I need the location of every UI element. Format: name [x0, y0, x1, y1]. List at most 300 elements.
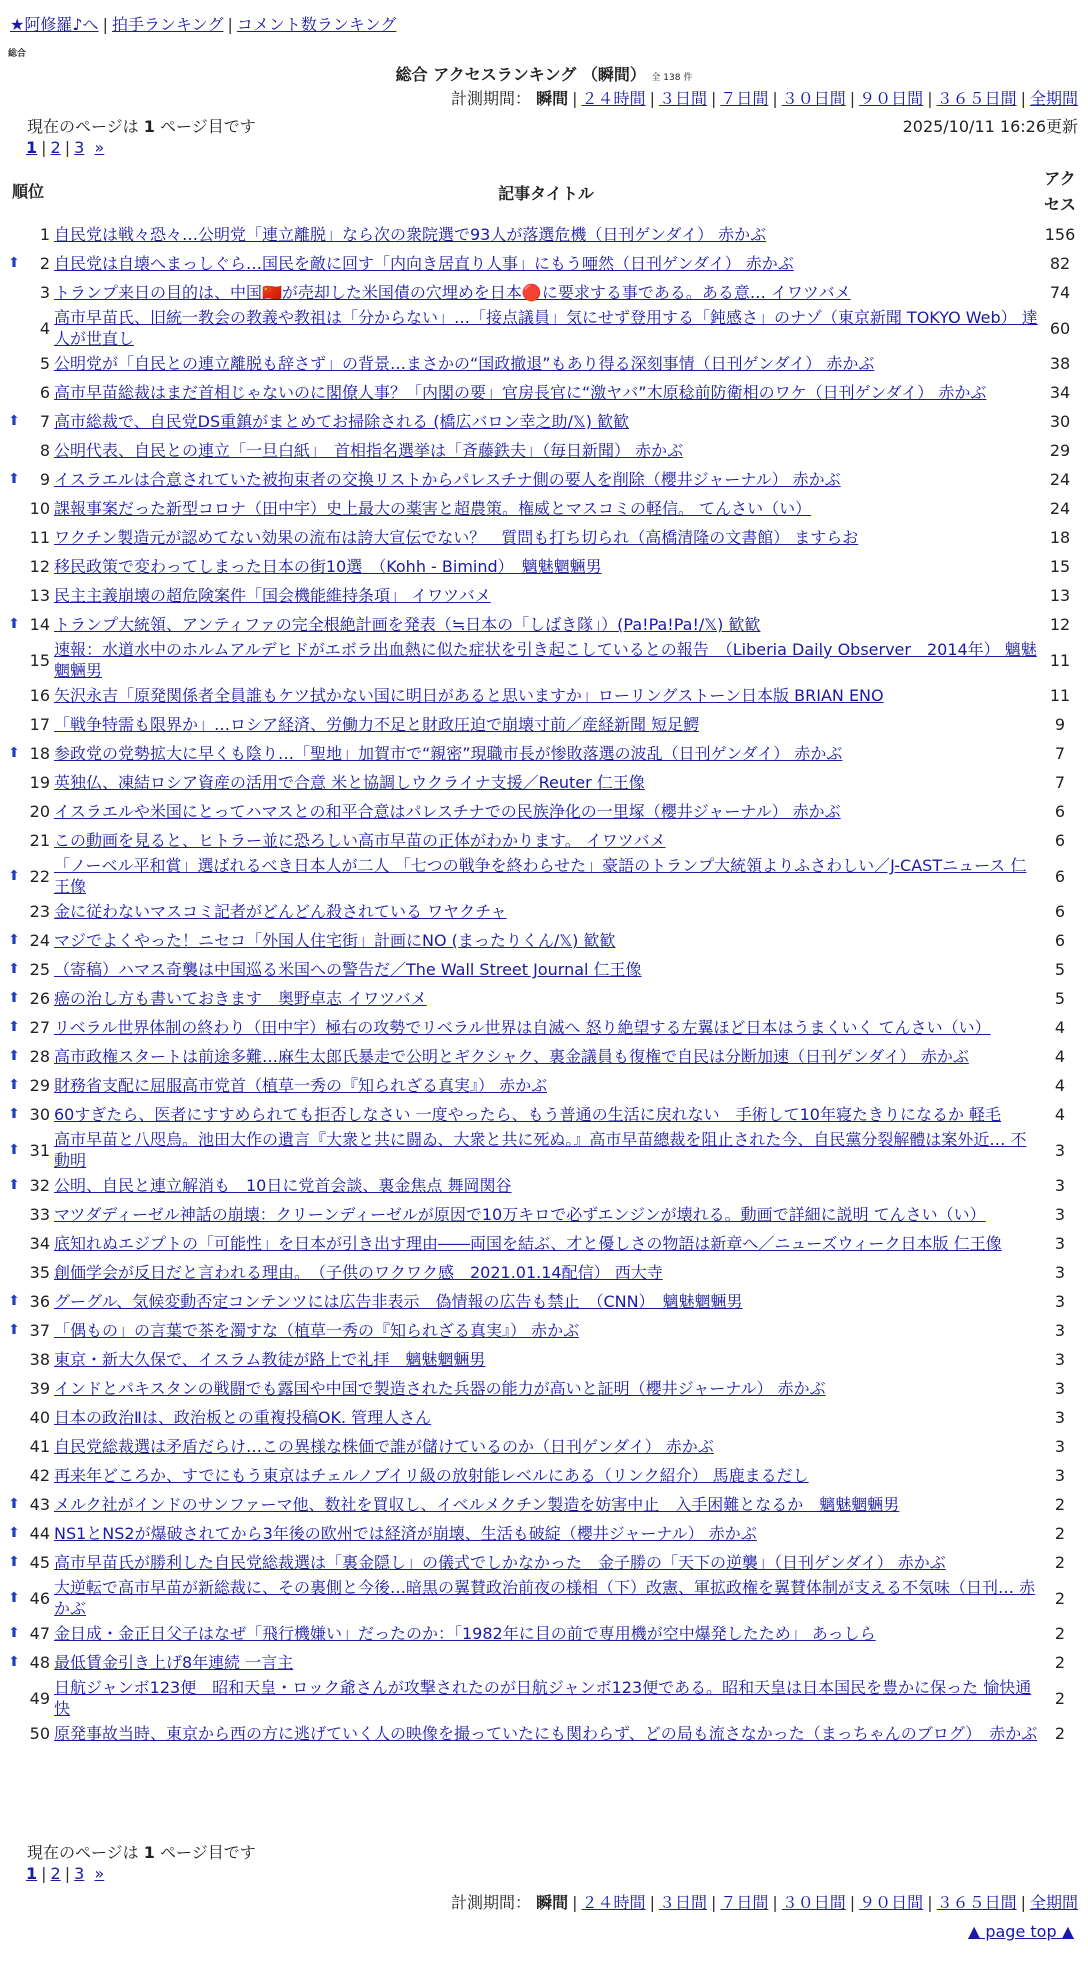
access-count: 4 [1054, 1076, 1066, 1095]
rank-number: 8 [39, 441, 50, 460]
no-change-cell [4, 897, 24, 926]
article-title-link[interactable]: イスラエルは合意されていた被拘束者の交換リストからパレスチナ側の要人を削除（櫻井ジャーナル） 赤かぶ [54, 470, 841, 489]
article-title-link[interactable]: 財務省支配に屈服高市党首（植草一秀の『知られざる真実』） 赤かぶ [54, 1076, 548, 1095]
access-count: 5 [1054, 960, 1066, 979]
ranking-row [4, 378, 1080, 407]
rank-number: 20 [29, 802, 50, 821]
rank-number: 47 [29, 1624, 50, 1643]
no-change-cell [4, 1345, 24, 1374]
ranking-row [4, 407, 1080, 436]
ranking-row [4, 349, 1080, 378]
up-arrow-icon: ⬆ [8, 990, 20, 1006]
ranking-row [4, 1577, 1080, 1619]
article-title-link[interactable]: メルク社がインドのサンファーマ他、数社を買収し、イベルメクチン製造を妨害中止 入手困難となるか 魑魅魍魎男 [54, 1495, 900, 1514]
no-change-cell [4, 581, 24, 610]
period-link-365d[interactable]: ３６５日間 [936, 89, 1017, 108]
ranking-row [4, 220, 1080, 249]
no-change-cell [4, 494, 24, 523]
period-link-24h[interactable]: ２４時間 [581, 89, 646, 108]
access-count: 2 [1054, 1688, 1066, 1708]
rank-number: 48 [29, 1653, 50, 1672]
article-title-link[interactable]: 高市早苗氏が勝利した自民党総裁選は「裏金隠し」の儀式でしかなかった 金子勝の「天下の逆襲」（日刊ゲンダイ） 赤かぶ [54, 1553, 946, 1572]
rank-number: 41 [29, 1437, 50, 1456]
ranking-row [4, 1619, 1080, 1648]
rank-number: 16 [29, 686, 50, 705]
access-count: 2 [1054, 1524, 1066, 1543]
rank-number: 39 [29, 1379, 50, 1398]
access-count: 3 [1054, 1350, 1066, 1369]
rank-number: 37 [29, 1321, 50, 1340]
current-page-prefix: 現在のページは [27, 1843, 139, 1862]
rank-number: 5 [39, 354, 50, 373]
ranking-row [4, 1071, 1080, 1100]
period-link-30d[interactable]: ３０日間 [781, 1893, 846, 1912]
up-arrow-icon: ⬆ [8, 745, 20, 761]
ranking-row [4, 581, 1080, 610]
no-change-cell [4, 681, 24, 710]
rank-number: 32 [29, 1176, 50, 1195]
nav-link-asyura[interactable]: ★阿修羅♪へ [10, 15, 99, 34]
article-title-link[interactable]: 最低賃金引き上げ8年連続 一言主 [54, 1653, 294, 1672]
access-count: 24 [1049, 499, 1071, 518]
ranking-row [4, 610, 1080, 639]
current-page-suffix: ページ目です [160, 117, 256, 136]
article-title-link[interactable]: トランプ来日の目的は、中国🇨🇳が売却した米国債の穴埋めを日本🔴に要求する事である。ある意… イワツバメ [54, 283, 851, 302]
access-count: 2 [1054, 1495, 1066, 1514]
pager-page-3[interactable]: 3 [74, 1864, 85, 1883]
article-title-link[interactable]: リベラル世界体制の終わり（田中宇）極右の攻勢でリベラル世界は自滅へ 怒り絶望する左翼ほど日本はうまくいく てんさい（い） [54, 1018, 991, 1037]
article-title-cell [52, 1042, 1040, 1071]
up-arrow-icon: ⬆ [8, 255, 20, 271]
article-title-cell [52, 1345, 1040, 1374]
ranking-row [4, 926, 1080, 955]
rank-number: 46 [29, 1588, 50, 1608]
nav-separator: | [227, 15, 233, 34]
article-title-cell [52, 1648, 1040, 1677]
period-current: 瞬間 [536, 89, 569, 108]
ranking-row [4, 797, 1080, 826]
access-count: 12 [1049, 615, 1071, 634]
up-arrow-icon: ⬆ [8, 471, 20, 487]
access-count: 3 [1054, 1466, 1066, 1485]
ranking-total: 全 138 件 [651, 73, 693, 83]
up-arrow-icon: ⬆ [8, 1293, 20, 1309]
article-title-cell [52, 897, 1040, 926]
article-title-cell [52, 1258, 1040, 1287]
article-title-cell [52, 1200, 1040, 1229]
article-title-cell [52, 1287, 1040, 1316]
article-title-cell [52, 1719, 1040, 1748]
rank-number: 45 [29, 1553, 50, 1572]
pager-page-1[interactable]: 1 [26, 138, 38, 157]
access-count: 34 [1049, 383, 1071, 402]
no-change-cell [4, 1374, 24, 1403]
period-selector-bottom: 計測期間： 瞬間 | ２４時間 | ３日間 | ７日間 | ３０日間 | ９０日間 | ３６５日間 | 全期間 [451, 1893, 1078, 1912]
article-title-link[interactable]: 矢沢永吉「原発関係者全員誰もケツ拭かない国に明日があると思いますか」ローリングストーン日本版 BRIAN ENO [54, 686, 884, 705]
article-title-link[interactable]: ワクチン製造元が認めてない効果の流布は誇大宣伝でない？ 質問も打ち切られ（高橋清隆の文書館） ますらお [54, 528, 859, 547]
article-title-cell [52, 1129, 1040, 1171]
article-title-cell [52, 1461, 1040, 1490]
access-count: 2 [1054, 1724, 1066, 1743]
ranking-row [4, 1677, 1080, 1719]
article-title-cell [52, 349, 1040, 378]
article-title-link[interactable]: 創価学会が反日だと言われる理由。 （子供のワクワク感 2021.01.14配信） 西大寺 [54, 1263, 663, 1282]
article-title-link[interactable]: 底知れぬエジプトの「可能性」を日本が引き出す理由――両国を結ぶ、才と優しさの物語は新章へ／ニューズウィーク日本版 仁王像 [54, 1234, 1002, 1253]
article-title-link[interactable]: 「ノーベル平和賞」選ばれるべき日本人が二人 「七つの戦争を終わらせた」豪語のトランプ大統領よりふさわしい／J-CASTニュース 仁王像 [54, 856, 1027, 896]
pager-page-1[interactable]: 1 [26, 1864, 38, 1883]
article-title-link[interactable]: 高市政権スタートは前途多難…麻生太郎氏暴走で公明とギクシャク、裏金議員も復権で自民は分断加速（日刊ゲンダイ） 赤かぶ [54, 1047, 969, 1066]
period-link-7d[interactable]: ７日間 [720, 1893, 769, 1912]
rank-number: 35 [29, 1263, 50, 1282]
article-title-cell [52, 926, 1040, 955]
rank-number: 6 [39, 383, 50, 402]
nav-link-comment-ranking[interactable]: コメント数ランキング [236, 15, 397, 34]
article-title-cell [52, 639, 1040, 681]
period-link-all[interactable]: 全期間 [1029, 89, 1078, 108]
no-change-cell [4, 1200, 24, 1229]
period-link-30d[interactable]: ３０日間 [781, 89, 846, 108]
article-title-link[interactable]: 自民党総裁選は矛盾だらけ…この異様な株価で誰が儲けているのか（日刊ゲンダイ） 赤かぶ [54, 1437, 714, 1456]
rank-number: 44 [29, 1524, 50, 1543]
rank-number: 19 [29, 773, 50, 792]
article-title-cell [52, 739, 1040, 768]
article-title-link[interactable]: 日航ジャンボ123便 昭和天皇・ロック爺さんが攻撃されたのが日航ジャンボ123便である。昭和天皇は日本国民を豊かに保った 愉快通快 [54, 1678, 1032, 1718]
current-page-suffix: ページ目です [160, 1843, 256, 1862]
rank-number: 42 [29, 1466, 50, 1485]
article-title-link[interactable]: 速報：水道水中のホルムアルデヒドがエボラ出血熱に似た症状を引き起こしているとの報告 （Liberia Daily Observer 2014年） 魑魅魍魎男 [54, 640, 1037, 680]
article-title-cell [52, 1316, 1040, 1345]
ranking-row [4, 1100, 1080, 1129]
access-count: 82 [1049, 254, 1071, 273]
ranking-row [4, 494, 1080, 523]
article-title-cell [52, 1677, 1040, 1719]
access-count: 6 [1054, 866, 1066, 886]
article-title-link[interactable]: 再来年どころか、すでにもう東京はチェルノブイリ級の放射能レベルにある（リンク紹介） 馬鹿まるだし [54, 1466, 809, 1485]
rank-number: 26 [29, 989, 50, 1008]
article-title-cell [52, 1519, 1040, 1548]
article-title-link[interactable]: 東京・新大久保で、イスラム教徒が路上で礼拝 魑魅魍魎男 [54, 1350, 486, 1369]
ranking-row [4, 681, 1080, 710]
article-title-cell [52, 1403, 1040, 1432]
article-title-cell [52, 407, 1040, 436]
up-arrow-icon: ⬆ [8, 1496, 20, 1512]
ranking-row [4, 826, 1080, 855]
ranking-row [4, 1229, 1080, 1258]
up-arrow-icon: ⬆ [8, 1322, 20, 1338]
header-title: 記事タイトル [498, 183, 594, 203]
article-title-link[interactable]: インドとパキスタンの戦闘でも露国や中国で製造された兵器の能力が高いと証明（櫻井ジャーナル） 赤かぶ [54, 1379, 826, 1398]
access-count: 4 [1054, 1105, 1066, 1124]
ranking-row [4, 897, 1080, 926]
access-count: 3 [1054, 1292, 1066, 1311]
ranking-row [4, 1287, 1080, 1316]
rank-number: 25 [29, 960, 50, 979]
ranking-row [4, 1258, 1080, 1287]
rank-number: 7 [39, 412, 50, 431]
article-title-link[interactable]: 移民政策で変わってしまった日本の街10選 （Kohh - Bimind） 魑魅魍魎男 [54, 557, 602, 576]
rank-number: 22 [29, 866, 50, 886]
ranking-row [4, 1548, 1080, 1577]
ranking-row [4, 1171, 1080, 1200]
rank-number: 34 [29, 1234, 50, 1253]
no-change-cell [4, 220, 24, 249]
period-link-24h[interactable]: ２４時間 [581, 1893, 646, 1912]
article-title-link[interactable]: 大逆転で高市早苗が新総裁に、その裏側と今後…暗黒の翼賛政治前夜の様相（下）改憲、軍拡政権を翼賛体制が支える不気味（日刊… 赤かぶ [54, 1578, 1036, 1618]
article-title-link[interactable]: 民主主義崩壊の超危険案件「国会機能維持条項」 イワツバメ [54, 586, 491, 605]
page-top-link[interactable]: ▲ page top ▲ [967, 1922, 1074, 1941]
up-arrow-icon: ⬆ [8, 1077, 20, 1093]
ranking-row [4, 1316, 1080, 1345]
rank-number: 23 [29, 902, 50, 921]
access-count: 2 [1054, 1553, 1066, 1572]
pager-top: 1 | 2 | 3 » [26, 138, 105, 157]
ranking-row [4, 639, 1080, 681]
article-title-link[interactable]: イスラエルや米国にとってハマスとの和平合意はパレスチナでの民族浄化の一里塚（櫻井ジャーナル） 赤かぶ [54, 802, 841, 821]
article-title-link[interactable]: 高市早苗氏、旧統一教会の教義や教祖は「分からない」…「接点議員」気にせず登用する「鈍感さ」のナゾ（東京新聞 TOKYO Web） 達人が世直し [54, 308, 1038, 348]
article-title-link[interactable]: 公明代表、自民との連立「一旦白紙」 首相指名選挙は「斉藤鉄夫」（毎日新聞） 赤かぶ [54, 441, 684, 460]
rank-number: 33 [29, 1205, 50, 1224]
article-title-link[interactable]: NS1とNS2が爆破されてから3年後の欧州では経済が崩壊、生活も破綻（櫻井ジャーナル） 赤かぶ [54, 1524, 757, 1543]
ranking-row [4, 955, 1080, 984]
top-nav [10, 12, 396, 35]
article-title-cell [52, 1432, 1040, 1461]
article-title-link[interactable]: （寄稿）ハマス奇襲は中国巡る米国への警告だ／The Wall Street Journal 仁王像 [54, 960, 642, 979]
ranking-row [4, 1374, 1080, 1403]
rank-number: 17 [29, 715, 50, 734]
access-count: 74 [1049, 283, 1071, 302]
header-rank: 順位 [11, 182, 44, 201]
rank-number: 24 [29, 931, 50, 950]
article-title-link[interactable]: 自民党は自壊へまっしぐら…国民を敵に回す「内向き居直り人事」にもう唖然（日刊ゲンダイ） 赤かぶ [54, 254, 794, 273]
ranking-row [4, 1432, 1080, 1461]
up-arrow-icon: ⬆ [8, 867, 20, 884]
pager-next[interactable]: » [94, 1864, 105, 1883]
ranking-row [4, 1461, 1080, 1490]
article-title-cell [52, 1100, 1040, 1129]
article-title-cell [52, 797, 1040, 826]
period-selector-top: 計測期間： 瞬間 | ２４時間 | ３日間 | ７日間 | ３０日間 | ９０日間 | ３６５日間 | 全期間 [451, 89, 1078, 108]
article-title-link[interactable]: 参政党の党勢拡大に早くも陰り…「聖地」加賀市で“親密”現職市長が惨敗落選の波乱（日刊ゲンダイ） 赤かぶ [54, 744, 843, 763]
ranking-row [4, 523, 1080, 552]
article-title-cell [52, 1374, 1040, 1403]
no-change-cell [4, 797, 24, 826]
rank-number: 12 [29, 557, 50, 576]
rank-number: 29 [29, 1076, 50, 1095]
access-count: 6 [1054, 902, 1066, 921]
ranking-title [0, 62, 1088, 85]
up-arrow-icon: ⬆ [8, 1141, 20, 1158]
article-title-cell [52, 465, 1040, 494]
access-count: 4 [1054, 1018, 1066, 1037]
article-title-cell [52, 278, 1040, 307]
no-change-cell [4, 710, 24, 739]
period-link-3d[interactable]: ３日間 [658, 89, 707, 108]
article-title-link[interactable]: トランプ大統領、アンティファの完全根絶計画を発表（≒日本の「しばき隊」）(Pa!Pa!Pa!/𝕏) 歓歓 [54, 615, 761, 634]
up-arrow-icon: ⬆ [8, 1554, 20, 1570]
article-title-link[interactable]: 「戦争特需も限界か」…ロシア経済、労働力不足と財政圧迫で崩壊寸前／産経新聞 短足鰐 [54, 715, 700, 734]
up-arrow-icon: ⬆ [8, 1625, 20, 1641]
up-arrow-icon: ⬆ [8, 413, 20, 429]
period-link-90d[interactable]: ９０日間 [859, 89, 924, 108]
period-label: 計測期間： [451, 1893, 532, 1912]
article-title-link[interactable]: 公明、自民と連立解消も 10日に党首会談、裏金焦点 舞岡関谷 [54, 1176, 512, 1195]
access-count: 15 [1049, 557, 1071, 576]
article-title-link[interactable]: 高市総裁で、自民党DS重鎮がまとめてお掃除される (橋広バロン幸之助/𝕏) 歓歓 [54, 412, 630, 431]
pager-bottom: 1 | 2 | 3 » [26, 1864, 105, 1883]
header-count: アクセス [1043, 169, 1076, 214]
access-count: 3 [1054, 1234, 1066, 1253]
access-count: 13 [1049, 586, 1071, 605]
current-page-info-top [27, 114, 256, 137]
no-change-cell [4, 1258, 24, 1287]
ranking-row [4, 436, 1080, 465]
article-title-link[interactable]: 高市早苗と八咫烏。池田大作の遺言『大衆と共に闘ゐ、大衆と共に死ぬ。』高市早苗總裁を阻止された今、自民黨分裂解體は案外近… 不動明 [54, 1130, 1027, 1170]
pager-page-2[interactable]: 2 [50, 138, 61, 157]
no-change-cell [4, 1719, 24, 1748]
access-count: 3 [1054, 1140, 1066, 1160]
article-title-link[interactable]: 金日成・金正日父子はなぜ「飛行機嫌い」だったのか：「1982年に目の前で専用機が空中爆発したため」 あっしら [54, 1624, 876, 1643]
access-count: 6 [1054, 802, 1066, 821]
section-label: 総合 [8, 49, 27, 59]
access-count: 60 [1049, 318, 1071, 338]
access-count: 6 [1054, 831, 1066, 850]
no-change-cell [4, 1432, 24, 1461]
access-count: 3 [1054, 1176, 1066, 1195]
article-title-link[interactable]: 公明党が「自民との連立離脱も辞さず」の背景…まさかの“国政撤退”もあり得る深刻事情（日刊ゲンダイ） 赤かぶ [54, 354, 875, 373]
article-title-link[interactable]: 課報事案だった新型コロナ（田中宇）史上最大の薬害と超農策。権威とマスコミの軽信。 てんさい（い） [54, 499, 812, 518]
up-arrow-icon: ⬆ [8, 961, 20, 977]
rank-number: 21 [29, 831, 50, 850]
no-change-cell [4, 523, 24, 552]
rank-number: 2 [39, 254, 50, 273]
updated-timestamp: 2025/10/11 16:26更新 [902, 117, 1078, 136]
access-count: 11 [1049, 686, 1071, 705]
article-title-cell [52, 581, 1040, 610]
article-title-cell [52, 1548, 1040, 1577]
rank-number: 36 [29, 1292, 50, 1311]
article-title-link[interactable]: 高市早苗総裁はまだ首相じゃないのに閣僚人事？「内閣の要」官房長官に“激ヤバ”木原稔前防衛相のワケ（日刊ゲンダイ） 赤かぶ [54, 383, 987, 402]
no-change-cell [4, 307, 24, 349]
ranking-title-text: 総合 アクセスランキング （瞬間） [395, 65, 646, 84]
article-title-link[interactable]: マツダディーゼル神話の崩壊：クリーンディーゼルが原因で10万キロで必ずエンジンが壊れる。動画で詳細に説明 てんさい（い） [54, 1205, 986, 1224]
rank-number: 3 [39, 283, 50, 302]
period-label: 計測期間： [451, 89, 532, 108]
no-change-cell [4, 1403, 24, 1432]
access-count: 2 [1054, 1588, 1066, 1608]
period-link-all[interactable]: 全期間 [1029, 1893, 1078, 1912]
period-current: 瞬間 [536, 1893, 569, 1912]
period-link-365d[interactable]: ３６５日間 [936, 1893, 1017, 1912]
article-title-link[interactable]: 金に従わないマスコミ記者がどんどん殺されている ワヤクチャ [54, 902, 507, 921]
article-title-cell [52, 307, 1040, 349]
access-count: 2 [1054, 1624, 1066, 1643]
article-title-cell [52, 1577, 1040, 1619]
ranking-row [4, 1719, 1080, 1748]
article-title-link[interactable]: 60すぎたら、医者にすすめられても拒否しなさい 一度やったら、もう普通の生活に戻れない 手術して10年寝たきりになるか 軽毛 [54, 1105, 1002, 1124]
rank-number: 30 [29, 1105, 50, 1124]
rank-number: 49 [29, 1688, 50, 1708]
access-count: 18 [1049, 528, 1071, 547]
current-page-info-bottom [27, 1840, 256, 1863]
article-title-cell [52, 1171, 1040, 1200]
up-arrow-icon: ⬆ [8, 616, 20, 632]
access-count: 6 [1054, 931, 1066, 950]
rank-number: 9 [39, 470, 50, 489]
article-title-link[interactable]: 癌の治し方も書いておきます 奥野卓志 イワツバメ [54, 989, 427, 1008]
access-count: 156 [1044, 225, 1076, 244]
up-arrow-icon: ⬆ [8, 1525, 20, 1541]
ranking-row [4, 1200, 1080, 1229]
pager-next[interactable]: » [94, 138, 105, 157]
period-link-7d[interactable]: ７日間 [720, 89, 769, 108]
article-title-cell [52, 1229, 1040, 1258]
access-count: 3 [1054, 1205, 1066, 1224]
ranking-row [4, 1648, 1080, 1677]
article-title-link[interactable]: 「偶もの」の言葉で茶を濁すな（植草一秀の『知られざる真実』） 赤かぶ [54, 1321, 580, 1340]
rank-number: 27 [29, 1018, 50, 1037]
current-page-number: 1 [143, 117, 155, 136]
article-title-cell [52, 220, 1040, 249]
rank-number: 28 [29, 1047, 50, 1066]
no-change-cell [4, 826, 24, 855]
access-count: 3 [1054, 1263, 1066, 1282]
access-count: 29 [1049, 441, 1071, 460]
nav-link-applause-ranking[interactable]: 拍手ランキング [111, 15, 224, 34]
pager-page-3[interactable]: 3 [74, 138, 85, 157]
article-title-link[interactable]: この動画を見ると、ヒトラー並に恐ろしい高市早苗の正体がわかります。 イワツバメ [54, 831, 666, 850]
access-count: 24 [1049, 470, 1071, 489]
up-arrow-icon: ⬆ [8, 1019, 20, 1035]
article-title-link[interactable]: グーグル、気候変動否定コンテンツには広告非表示 偽情報の広告も禁止 （CNN） 魑魅魍魎男 [54, 1292, 743, 1311]
article-title-cell [52, 855, 1040, 897]
pager-page-2[interactable]: 2 [50, 1864, 61, 1883]
rank-number: 31 [29, 1140, 50, 1160]
ranking-row [4, 1403, 1080, 1432]
article-title-cell [52, 955, 1040, 984]
access-count: 38 [1049, 354, 1071, 373]
rank-number: 50 [29, 1724, 50, 1743]
no-change-cell [4, 768, 24, 797]
ranking-row [4, 855, 1080, 897]
article-title-link[interactable]: マジでよくやった！ニセコ「外国人住宅街」計画にNO (まったりくん/𝕏) 歓歓 [54, 931, 616, 950]
no-change-cell [4, 1229, 24, 1258]
ranking-row [4, 1013, 1080, 1042]
access-count: 7 [1054, 773, 1066, 792]
current-page-prefix: 現在のページは [27, 117, 139, 136]
ranking-row [4, 1345, 1080, 1374]
article-title-link[interactable]: 日本の政治Ⅱは、政治板との重複投稿OK. 管理人さん [54, 1408, 432, 1427]
rank-number: 11 [29, 528, 50, 547]
up-arrow-icon: ⬆ [8, 1654, 20, 1670]
article-title-link[interactable]: 自民党は戦々恐々…公明党「連立離脱」なら次の衆院選で93人が落選危機（日刊ゲンダイ） 赤かぶ [54, 225, 767, 244]
article-title-cell [52, 1619, 1040, 1648]
no-change-cell [4, 278, 24, 307]
period-link-90d[interactable]: ９０日間 [859, 1893, 924, 1912]
article-title-cell [52, 768, 1040, 797]
rank-number: 10 [29, 499, 50, 518]
period-link-3d[interactable]: ３日間 [658, 1893, 707, 1912]
article-title-cell [52, 494, 1040, 523]
ranking-row [4, 768, 1080, 797]
rank-number: 15 [29, 650, 50, 670]
article-title-link[interactable]: 原発事故当時、東京から西の方に逃げていく人の映像を撮っていたにも関わらず、どの局も流さなかった（まっちゃんのブログ） 赤かぶ [54, 1724, 1038, 1743]
ranking-table [4, 164, 1080, 1748]
up-arrow-icon: ⬆ [8, 932, 20, 948]
ranking-row [4, 1490, 1080, 1519]
article-title-cell [52, 984, 1040, 1013]
access-count: 5 [1054, 989, 1066, 1008]
article-title-link[interactable]: 英独仏、凍結ロシア資産の活用で合意 米と協調しウクライナ支援／Reuter 仁王像 [54, 773, 645, 792]
